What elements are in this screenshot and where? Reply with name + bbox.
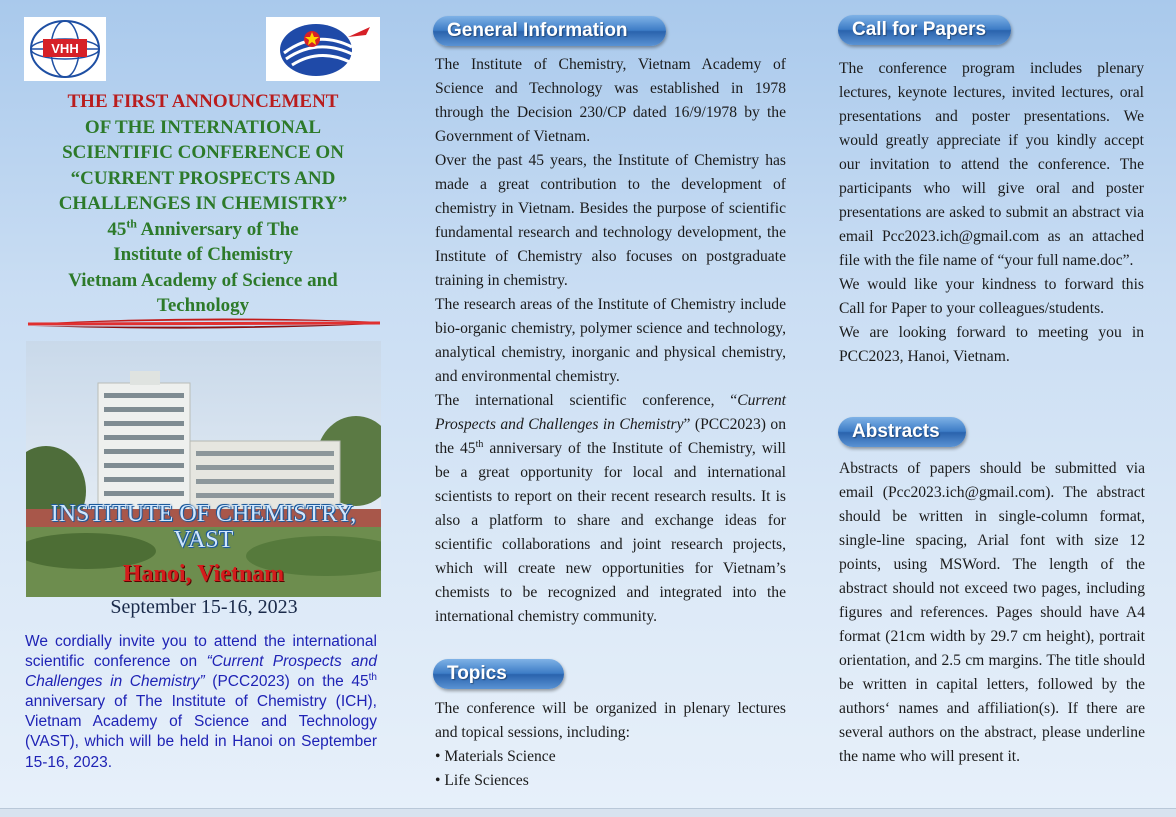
general-information-body xyxy=(435,53,786,629)
announcement-line: Technology xyxy=(156,295,250,316)
topic-item: • Materials Science xyxy=(435,745,786,769)
paragraph: Abstracts of papers should be submitted via email (Pcc2023.ich@gmail.com). The abstract should be written in single-column format, single-line spacing, Arial font with size 12 points, using MSWord. The length of the abstract should not exceed two pages, including figures and references. Pages should have A4 format (21cm width by 29.7 cm height), portrait orientation, and 2.5 cm margins. The title should be written in capital letters, followed by the authors‘ names and affiliation(s). If there are several authors on the abstract, please underline the name who will present it. xyxy=(839,460,1145,765)
ministry-logo xyxy=(266,17,380,81)
red-swoosh-divider xyxy=(24,316,384,332)
announcement-title xyxy=(20,89,386,319)
call-for-papers-heading: Call for Papers xyxy=(838,15,1011,45)
paragraph: The conference program includes plenary lectures, keynote lectures, invited lectures, oral presentations and poster presentations. We would greatly appreciate if you kindly accept our invitation to attend the conference. The participants who will give oral and poster presentations are asked to submit an abstract via email Pcc2023.ich@gmail.com as an attached file with the file name of “your full name.doc”. xyxy=(839,60,1144,269)
topics-body xyxy=(435,697,786,793)
vhh-logo xyxy=(24,17,106,81)
topics-heading: Topics xyxy=(433,659,564,689)
announcement-line: Institute of Chemistry xyxy=(113,244,293,265)
paragraph: The research areas of the Institute of Chemistry include bio-organic chemistry, polymer science and technology, analytical chemistry, inorganic and physical chemistry, and environmental chemistry. xyxy=(435,296,786,385)
announcement-line: Vietnam Academy of Science and xyxy=(68,269,338,291)
svg-text:VHH: VHH xyxy=(51,41,79,56)
paragraph: Over the past 45 years, the Institute of Chemistry has made a great contribution to the development of chemistry in Vietnam. Besides the purpose of scientific fundamental research and technology development, the Institute of Chemistry also focuses on postgraduate training in chemistry. xyxy=(435,152,786,289)
photo-caption-city: Hanoi, Vietnam xyxy=(122,561,285,587)
announcement-line: CHALLENGES IN CHEMISTRY” xyxy=(58,193,348,214)
announcement-line: SCIENTIFIC CONFERENCE ON xyxy=(62,142,344,163)
abstracts-body xyxy=(839,457,1145,769)
paragraph: The international scientific conference, “Current Prospects and Challenges in Chemistry” (PCC2023) on the 45th anniversary of the Institute of Chemistry, will be a great opportunity for local and international scientists to report on their recent research results. It is also a platform to share and exchange ideas for scientific collaborations and joint research projects, which will create new opportunities for Vietnam’s chemists to be recognized and integrated into the international chemistry community. xyxy=(435,392,786,625)
photo-caption-institute: INSTITUTE OF CHEMISTRY, VAST xyxy=(50,501,357,553)
institute-photo xyxy=(26,341,381,597)
anniversary-line: 45th Anniversary of The xyxy=(107,216,299,240)
call-for-papers-body xyxy=(839,57,1144,369)
paragraph: The Institute of Chemistry, Vietnam Academy of Science and Technology was established in 1978 through the Decision 230/CP dated 16/9/1978 by the Government of Vietnam. xyxy=(435,56,786,145)
announcement-line: THE FIRST ANNOUNCEMENT xyxy=(67,91,339,112)
announcement-line: OF THE INTERNATIONAL xyxy=(84,116,322,138)
paragraph: We would like your kindness to forward this Call for Paper to your colleagues/students. xyxy=(839,276,1144,317)
announcement-line: “CURRENT PROSPECTS AND xyxy=(70,167,336,189)
paragraph: The conference will be organized in plenary lectures and topical sessions, including: xyxy=(435,700,786,741)
abstracts-heading: Abstracts xyxy=(838,417,966,447)
paragraph: We are looking forward to meeting you in PCC2023, Hanoi, Vietnam. xyxy=(839,324,1144,365)
topic-item: • Life Sciences xyxy=(435,769,786,793)
invitation-text: We cordially invite you to attend the international scientific conference on “Current Prospects and Challenges in Chemistry” (PCC2023) on the 45th anniversary of The Institute of Chemistry (ICH), Vietnam Academy of Science and Technology (VAST), which will be held in Hanoi on September 15-16, 2023. xyxy=(25,633,377,771)
general-information-heading: General Information xyxy=(433,16,666,46)
conference-date: September 15-16, 2023 xyxy=(110,596,298,618)
